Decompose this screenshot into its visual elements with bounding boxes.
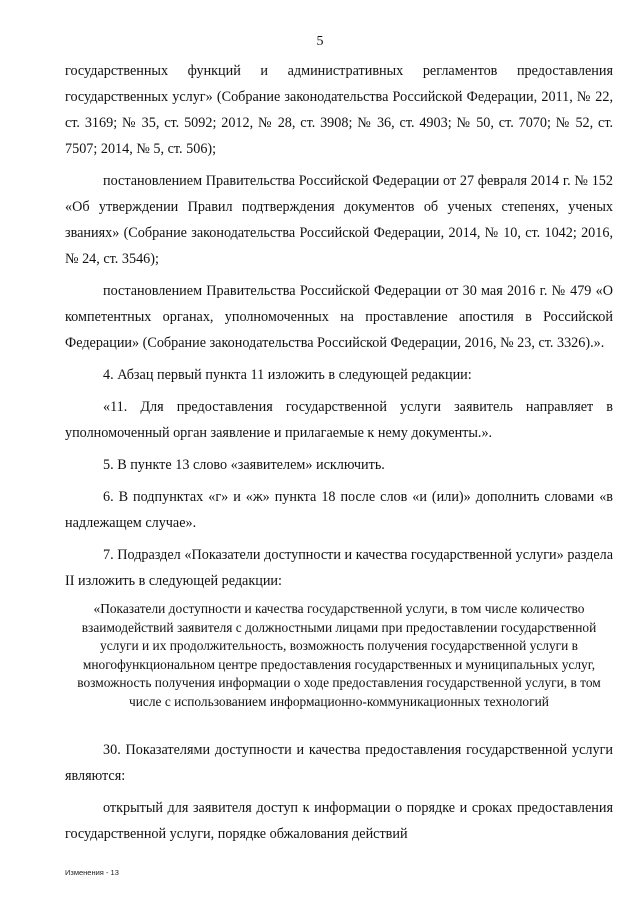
paragraph-item-7: 7. Подраздел «Показатели доступности и качества государственной услуги» раздела II изложить в следующей редакции: bbox=[65, 547, 613, 589]
paragraph-continuation: государственных функций и административных регламентов предоставления государственных услуг» (Собрание законодательства Российской Федерации, 2011, № 22, ст. 3169; № 35, ст. 5092; 2012, № 28, ст. 3908; № 36, ст. 4903; № 50, ст. 7070; № 52, ст. 7507; 2014, № 5, ст. 506); bbox=[65, 63, 613, 157]
paragraph-item-11-text: «11. Для предоставления государственной услуги заявитель направляет в уполномоченный орган заявление и прилагаемые к нему документы.». bbox=[65, 399, 613, 441]
spacer bbox=[65, 721, 613, 737]
paragraph-item-4: 4. Абзац первый пункта 11 изложить в следующей редакции: bbox=[103, 367, 472, 383]
paragraph-item-6: 6. В подпунктах «г» и «ж» пункта 18 после слов «и (или)» дополнить словами «в надлежащем случае». bbox=[65, 489, 613, 531]
footer-mark: Изменения - 13 bbox=[65, 868, 119, 877]
page-number: 5 bbox=[316, 34, 324, 49]
subsection-heading: «Показатели доступности и качества государственной услуги, в том числе количество взаимодействий заявителя с должностными лицами при предоставлении государственной услуги и их продолжительность, возможность получения государственной услуги в многофункциональном центре предоставления государственных и муниципальных услуг, возможность получения информации о ходе предоставления государственной услуги, в том числе с использованием информационно-коммуникационных технологий bbox=[77, 601, 601, 709]
paragraph-item-5: 5. В пункте 13 слово «заявителем» исключить. bbox=[103, 457, 385, 473]
paragraph-decree-479: постановлением Правительства Российской Федерации от 30 мая 2016 г. № 479 «О компетентных органах, уполномоченных на проставление апостиля в Российской Федерации» (Собрание законодательства Российской Федерации, 2016, № 23, ст. 3326).». bbox=[65, 283, 613, 351]
paragraph-item-30: 30. Показателями доступности и качества предоставления государственной услуги являются: bbox=[65, 742, 613, 784]
paragraph-decree-152: постановлением Правительства Российской Федерации от 27 февраля 2014 г. № 152 «Об утверждении Правил подтверждения документов об ученых степенях, ученых званиях» (Собрание законодательства Российской Федерации, 2014, № 10, ст. 1042; 2016, № 24, ст. 3546); bbox=[65, 173, 613, 267]
document-body bbox=[65, 58, 613, 853]
paragraph-open-access: открытый для заявителя доступ к информации о порядке и сроках предоставления государственной услуги, порядке обжалования действий bbox=[65, 800, 613, 842]
